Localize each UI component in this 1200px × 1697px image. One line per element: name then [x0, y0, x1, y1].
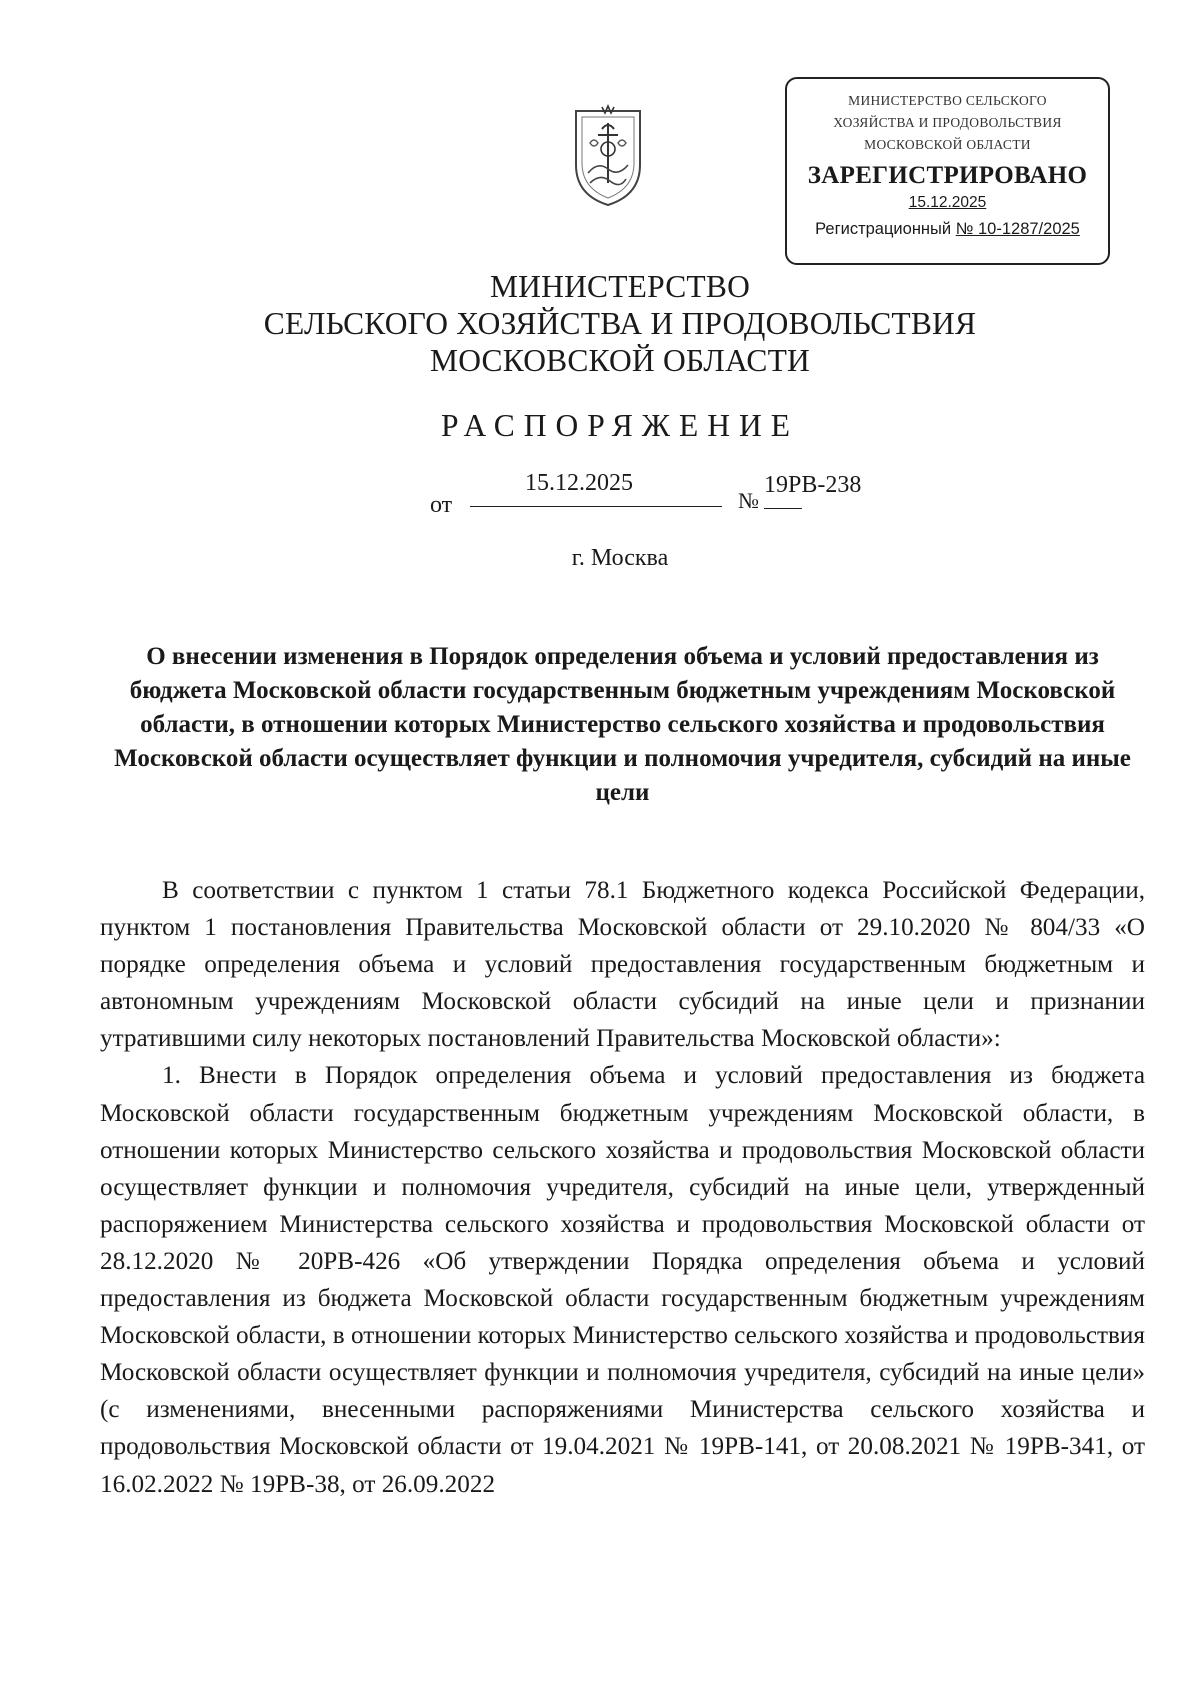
stamp-reg-label: Регистрационный [815, 220, 952, 238]
order-date: 15.12.2025 [525, 470, 633, 496]
document-subject: О внесении изменения в Порядок определения объема и условий предоставления из бюджета Московской области государственным бюджетным учреждениям Московской области, в отношении которых Министерство сельского хозяйства и продовольствия Московской области осуществляет функции и полномочия учредителя, субсидий на иные цели [114, 643, 1131, 806]
body-paragraph: В соответствии с пунктом 1 статьи 78.1 Бюджетного кодекса Российской Федерации, пунктом 1 постановления Правительства Московской области от 29.10.2020 № 804/33 «О порядке определения объема и условий предоставления государственным бюджетным и автономным учреждениям Московской области субсидий на иные цели и признании утратившими силу некоторых постановлений Правительства Московской области»: [100, 877, 1145, 1053]
stamp-reg-number: № 10-1287/2025 [955, 220, 1080, 238]
city: г. Москва [571, 545, 669, 571]
stamp-org-line: ХОЗЯЙСТВА И ПРОДОВОЛЬСТВИЯ [833, 115, 1062, 130]
document-type: РАСПОРЯЖЕНИЕ [441, 408, 799, 443]
ministry-line: МИНИСТЕРСТВО [489, 269, 751, 304]
stamp-org-line: МИНИСТЕРСТВО СЕЛЬСКОГО [848, 93, 1047, 108]
order-number: 19РВ-238 [764, 472, 862, 498]
stamp-org-line: МОСКОВСКОЙ ОБЛАСТИ [864, 137, 1031, 152]
coat-of-arms-icon [568, 103, 648, 208]
ministry-line: МОСКОВСКОЙ ОБЛАСТИ [430, 343, 810, 378]
stamp-organization [787, 88, 1108, 158]
date-underline [470, 506, 722, 507]
number-label: № [738, 488, 759, 513]
registration-stamp [785, 77, 1110, 265]
stamp-status: ЗАРЕГИСТРИРОВАНО [807, 162, 1088, 189]
ministry-line: СЕЛЬСКОГО ХОЗЯЙСТВА И ПРОДОВОЛЬСТВИЯ [263, 306, 977, 341]
stamp-registration-number [787, 220, 1108, 239]
stamp-date: 15.12.2025 [908, 194, 987, 211]
body-paragraph: 1. Внести в Порядок определения объема и условий предоставления из бюджета Московской области государственным бюджетным учреждениям Московской области, в отношении которых Министерство сельского хозяйства и продовольствия Московской области осуществляет функции и полномочия учредителя, субсидий на иные цели, утвержденный распоряжением Министерства сельского хозяйства и продовольствия Московской области от 28.12.2020 № 20РВ-426 «Об утверждении Порядка определения объема и условий предоставления из бюджета Московской области государственным бюджетным учреждениям Московской области, в отношении которых Министерство сельского хозяйства и продовольствия Московской области осуществляет функции и полномочия учредителя, субсидий на иные цели» (с изменениями, внесенными распоряжениями Министерства сельского хозяйства и продовольствия Московской области от 19.04.2021 № 19РВ-141, от 20.08.2021 № 19РВ-341, от 16.02.2022 № 19РВ-38, от 26.09.2022 [100, 1062, 1145, 1498]
ministry-heading [0, 268, 1200, 379]
number-underline [764, 508, 802, 509]
from-label: от [430, 492, 453, 518]
order-date-number [430, 470, 890, 518]
document-body [100, 872, 1145, 1503]
